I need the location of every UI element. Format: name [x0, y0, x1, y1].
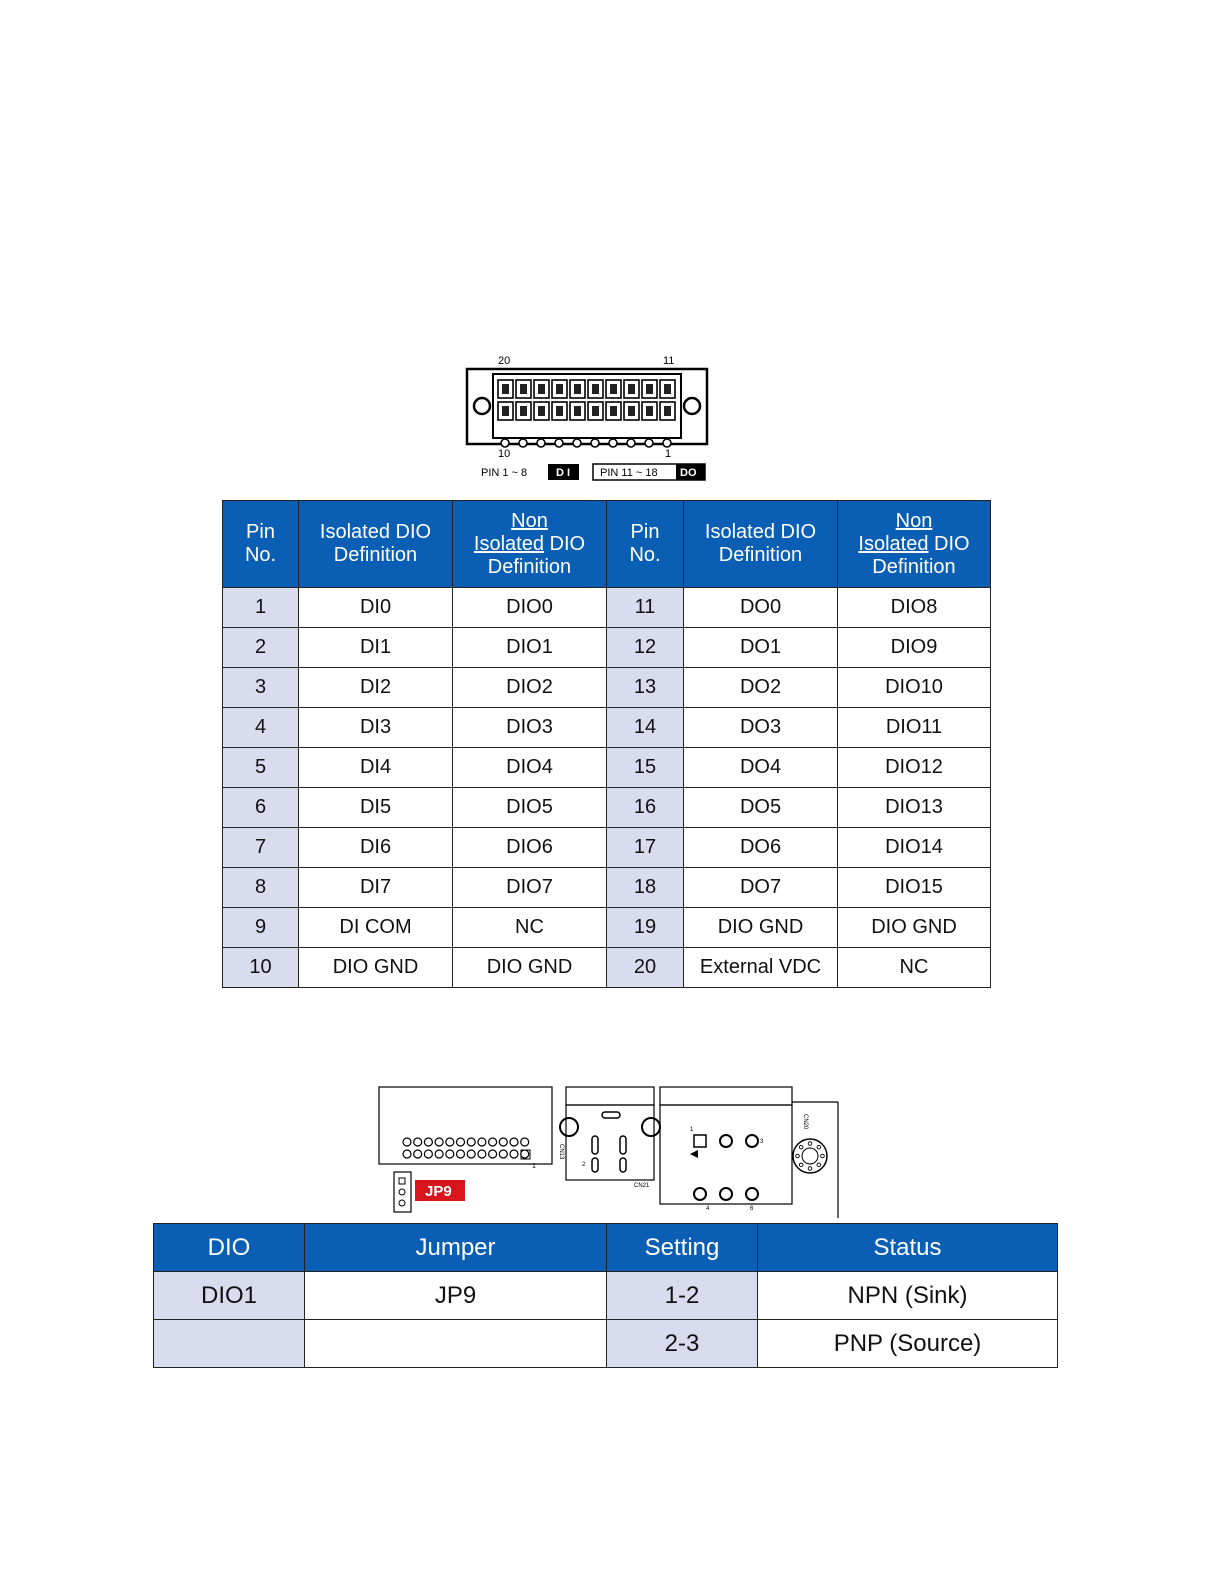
pin-number: 8 [223, 868, 299, 908]
pin-table-header-row [223, 501, 991, 588]
pin-number: 15 [607, 748, 684, 788]
connector-pin-contact [556, 384, 563, 394]
connector-pin-contact [592, 406, 599, 416]
status-cell: PNP (Source) [758, 1320, 1058, 1368]
isolated-def: DI6 [299, 828, 453, 868]
table-row [223, 908, 991, 948]
round-connector-pin [796, 1154, 800, 1158]
non-isolated-def: DIO11 [838, 708, 991, 748]
round-connector-pin [799, 1145, 803, 1149]
pin-number: 10 [223, 948, 299, 988]
non-isolated-def: DIO7 [453, 868, 607, 908]
pin-number: 17 [607, 828, 684, 868]
round-connector-pin [799, 1163, 803, 1167]
isolated-def: DI7 [299, 868, 453, 908]
terminal-pin4 [694, 1188, 706, 1200]
connector-pin-contact [646, 384, 653, 394]
header-hole [510, 1150, 518, 1158]
isolated-def: DO4 [684, 748, 838, 788]
header-hole [457, 1150, 465, 1158]
header-hole [521, 1150, 529, 1158]
terminal-pin2 [720, 1135, 732, 1147]
connector-release-tab [555, 439, 563, 447]
header-hole [467, 1150, 475, 1158]
header-hole [478, 1138, 486, 1146]
table-row [154, 1320, 1058, 1368]
header-setting: Setting [607, 1224, 758, 1272]
header-hole [489, 1150, 497, 1158]
isolated-def: DIO GND [684, 908, 838, 948]
header-pin-no-2: Pin No. [607, 501, 684, 588]
pin-number: 5 [223, 748, 299, 788]
isolated-def: DI0 [299, 588, 453, 628]
header-non-isolated-dio: Non Isolated DIO Definition [453, 501, 607, 588]
header-jumper: Jumper [305, 1224, 607, 1272]
connector-pin-contact [610, 384, 617, 394]
silk-terminal-3: 3 [760, 1139, 764, 1145]
connector-release-tab [501, 439, 509, 447]
header-hole [489, 1138, 497, 1146]
terminal-pin1-arrow [690, 1150, 698, 1158]
connector-pin-contact [574, 406, 581, 416]
connector-pin-contact [520, 384, 527, 394]
connector-release-tab [519, 439, 527, 447]
non-isolated-def: DIO14 [838, 828, 991, 868]
usb-connector-outline [566, 1087, 654, 1105]
pin-number: 1 [223, 588, 299, 628]
pin-number: 16 [607, 788, 684, 828]
connector-release-tab [591, 439, 599, 447]
di-range-label: PIN 1 ~ 8 [481, 467, 528, 479]
non-isolated-def: NC [453, 908, 607, 948]
pin-number: 13 [607, 668, 684, 708]
non-isolated-def: DIO2 [453, 668, 607, 708]
silk-cn20: CN20 [802, 1114, 808, 1130]
isolated-def: DO0 [684, 588, 838, 628]
non-isolated-def: DIO13 [838, 788, 991, 828]
header-status: Status [758, 1224, 1058, 1272]
header-hole [467, 1138, 475, 1146]
connector-pin-contact [502, 384, 509, 394]
header-hole [403, 1138, 411, 1146]
board-jumper-diagram [374, 1084, 844, 1224]
connector-pin-contact [538, 384, 545, 394]
di-badge: D I [556, 467, 571, 479]
header-hole [446, 1138, 454, 1146]
status-cell: NPN (Sink) [758, 1272, 1058, 1320]
silk-cn13: CN13 [558, 1144, 564, 1160]
header-hole [414, 1138, 422, 1146]
header-hole [435, 1138, 443, 1146]
table-row [223, 788, 991, 828]
terminal-pin3 [746, 1135, 758, 1147]
connector-release-tab [627, 439, 635, 447]
non-isolated-def: DIO GND [453, 948, 607, 988]
header-hole [510, 1138, 518, 1146]
round-connector-pin [808, 1142, 812, 1146]
isolated-def: DI2 [299, 668, 453, 708]
connector-release-tab [645, 439, 653, 447]
isolated-def: DO7 [684, 868, 838, 908]
table-row [223, 828, 991, 868]
connector-pin-contact [664, 406, 671, 416]
header-non-isolated-dio-2: Non Isolated DIO Definition [838, 501, 991, 588]
header-pin-no: Pin No. [223, 501, 299, 588]
header-hole [457, 1138, 465, 1146]
silk-terminal-6: 6 [750, 1206, 754, 1212]
dio-cell: DIO1 [154, 1272, 305, 1320]
table-row [223, 588, 991, 628]
table-row [223, 948, 991, 988]
usb-slot-bl [592, 1158, 598, 1172]
non-isolated-def: DIO15 [838, 868, 991, 908]
pin-number: 4 [223, 708, 299, 748]
pin-number: 14 [607, 708, 684, 748]
connector-release-tab [609, 439, 617, 447]
connector-pin-contact [538, 406, 545, 416]
round-connector-pins [796, 1142, 825, 1171]
isolated-def: DO2 [684, 668, 838, 708]
connector-pin-contact [628, 406, 635, 416]
do-badge: DO [680, 467, 697, 479]
pin-number: 7 [223, 828, 299, 868]
usb-mount-left [560, 1118, 578, 1136]
terminal-outline [660, 1087, 792, 1105]
pin-number: 11 [607, 588, 684, 628]
jumper-setting-table [153, 1223, 1058, 1368]
connector-pin-contact [628, 384, 635, 394]
header-hole [521, 1138, 529, 1146]
usb-mount-right [642, 1118, 660, 1136]
setting-cell: 2-3 [607, 1320, 758, 1368]
isolated-def: DO3 [684, 708, 838, 748]
connector-pin-contact [502, 406, 509, 416]
silk-cn21: CN21 [634, 1183, 650, 1189]
non-isolated-def: DIO8 [838, 588, 991, 628]
silk-terminal-4: 4 [706, 1206, 710, 1212]
pin-number: 12 [607, 628, 684, 668]
header-hole [403, 1150, 411, 1158]
terminal-pin1 [694, 1135, 706, 1147]
silk-pin1: 1 [532, 1163, 536, 1170]
usb-slot-top [602, 1112, 620, 1118]
connector-screw-right [684, 398, 700, 414]
isolated-def: DI3 [299, 708, 453, 748]
header-dio: DIO [154, 1224, 305, 1272]
pin-number: 19 [607, 908, 684, 948]
non-isolated-def: DIO9 [838, 628, 991, 668]
non-isolated-def: DIO12 [838, 748, 991, 788]
pin-number: 6 [223, 788, 299, 828]
connector-pin-contact [574, 384, 581, 394]
isolated-def: DI1 [299, 628, 453, 668]
silk-terminal-1: 1 [690, 1127, 694, 1133]
connector-pin-contact [610, 406, 617, 416]
dio-cell [154, 1320, 305, 1368]
non-isolated-def: DIO1 [453, 628, 607, 668]
header-hole [499, 1150, 507, 1158]
connector-label-20: 20 [498, 355, 511, 367]
non-isolated-def: DIO0 [453, 588, 607, 628]
round-connector-pin [817, 1163, 821, 1167]
connector-pin-contact [664, 384, 671, 394]
connector-release-tab [537, 439, 545, 447]
header-hole [424, 1150, 432, 1158]
jp9-tag: JP9 [425, 1183, 452, 1200]
dio-connector-diagram [460, 350, 720, 485]
header-hole [424, 1138, 432, 1146]
connector-pin-contact [520, 406, 527, 416]
dio-pin-definition-table [222, 500, 991, 988]
round-connector-inner [802, 1148, 818, 1164]
round-connector-pin [817, 1145, 821, 1149]
dio-header-holes [403, 1138, 529, 1158]
non-isolated-def: DIO GND [838, 908, 991, 948]
connector-pin-contact [646, 406, 653, 416]
header-hole [435, 1150, 443, 1158]
isolated-def: DIO GND [299, 948, 453, 988]
terminal-body [660, 1105, 792, 1204]
round-connector-pin [808, 1167, 812, 1171]
terminal-pin6 [746, 1188, 758, 1200]
connector-label-10: 10 [498, 448, 511, 460]
jumper-cell [305, 1320, 607, 1368]
header-isolated-dio-2: Isolated DIO Definition [684, 501, 838, 588]
connector-pin-contact [592, 384, 599, 394]
pin-number: 20 [607, 948, 684, 988]
connector-pin-contact [556, 406, 563, 416]
isolated-def: DO1 [684, 628, 838, 668]
non-isolated-def: DIO5 [453, 788, 607, 828]
dio-header-outline [379, 1087, 552, 1164]
isolated-def: DI5 [299, 788, 453, 828]
terminal-pin5 [720, 1188, 732, 1200]
non-isolated-def: DIO6 [453, 828, 607, 868]
header-hole [499, 1138, 507, 1146]
usb-slot-br [620, 1158, 626, 1172]
connector-release-tab [573, 439, 581, 447]
table-row [223, 708, 991, 748]
connector-label-11: 11 [663, 355, 675, 367]
isolated-def: DI4 [299, 748, 453, 788]
header-hole [446, 1150, 454, 1158]
pin-number: 9 [223, 908, 299, 948]
table-row [223, 868, 991, 908]
jumper-cell: JP9 [305, 1272, 607, 1320]
usb-slot-right [620, 1136, 626, 1154]
table-row [223, 668, 991, 708]
round-connector-pin [821, 1154, 825, 1158]
non-isolated-def: DIO4 [453, 748, 607, 788]
non-isolated-def: DIO10 [838, 668, 991, 708]
table-row [223, 628, 991, 668]
usb-connector-body [566, 1105, 654, 1180]
isolated-def: DO5 [684, 788, 838, 828]
table-row [154, 1272, 1058, 1320]
pin-number: 2 [223, 628, 299, 668]
connector-screw-left [474, 398, 490, 414]
usb-slot-left [592, 1136, 598, 1154]
jumper-table-header-row [154, 1224, 1058, 1272]
non-isolated-def: NC [838, 948, 991, 988]
isolated-def: External VDC [684, 948, 838, 988]
pin-number: 18 [607, 868, 684, 908]
header-isolated-dio: Isolated DIO Definition [299, 501, 453, 588]
header-hole [414, 1150, 422, 1158]
table-row [223, 748, 991, 788]
connector-label-1: 1 [665, 448, 672, 460]
non-isolated-def: DIO3 [453, 708, 607, 748]
silk-terminal-2: 2 [582, 1162, 586, 1168]
isolated-def: DI COM [299, 908, 453, 948]
header-hole [478, 1150, 486, 1158]
connector-release-tab [663, 439, 671, 447]
round-connector [793, 1139, 827, 1173]
setting-cell: 1-2 [607, 1272, 758, 1320]
pin-number: 3 [223, 668, 299, 708]
do-range-label: PIN 11 ~ 18 [600, 467, 658, 479]
isolated-def: DO6 [684, 828, 838, 868]
